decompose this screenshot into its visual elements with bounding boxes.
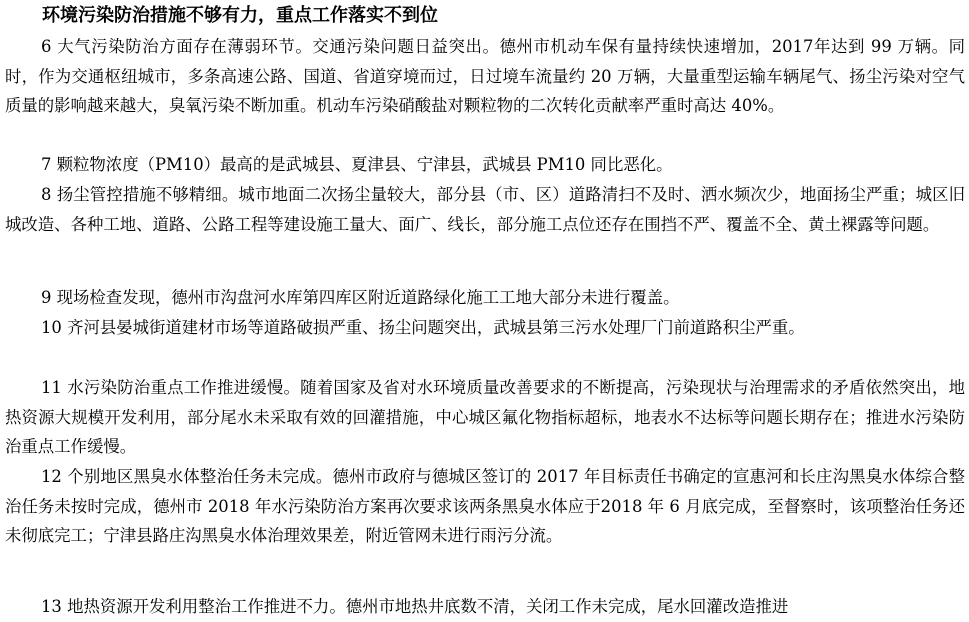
paragraph-12-black-odorous-water: 12 个别地区黑臭水体整治任务未完成。德州市政府与德城区签订的 2017 年目标责任书确定的宣惠河和长庄沟黑臭水体综合整治任务未按时完成，德州市 2018 年水污染防治方案再次要求该两条黑臭水体应于2018 年 6 月底完成，至督察时，该项整治任务还未彻底完工；宁津县路庄沟黑臭水体治理效果差，附近管网未进行雨污分流。: [5, 467, 965, 546]
paragraph-8-dust-control: 8 扬尘管控措施不够精细。城市地面二次扬尘量较大，部分县（市、区）道路清扫不及时、洒水频次少，地面扬尘严重；城区旧城改造、各种工地、道路、公路工程等建设施工量大、面广、线长，部分施工点位还存在围挡不严、覆盖不全、黄土裸露等问题。: [5, 185, 965, 234]
paragraph-7-pm10: 7 颗粒物浓度（PM10）最高的是武城县、夏津县、宁津县，武城县 PM10 同比恶化。: [41, 155, 673, 174]
paragraph-9-site-inspection: 9 现场检查发现，德州市沟盘河水库第四库区附近道路绿化施工工地大部分未进行覆盖。: [41, 288, 680, 307]
paragraph-6-air-pollution: 6 大气污染防治方面存在薄弱环节。交通污染问题日益突出。德州市机动车保有量持续快速增加，2017年达到 99 万辆。同时，作为交通枢纽城市，多条高速公路、国道、省道穿境而过，日过境车流量约 20 万辆，大量重型运输车辆尾气、扬尘污染对空气质量的影响越来越大，臭氧污染不断加重。机动车污染硝酸盐对颗粒物的二次转化贡献率严重时高达 40%。: [5, 37, 965, 116]
paragraph-10-road-damage: 10 齐河县晏城街道建材市场等道路破损严重、扬尘问题突出，武城县第三污水处理厂门前道路积尘严重。: [41, 318, 805, 337]
paragraph-13-geothermal: 13 地热资源开发利用整治工作推进不力。德州市地热井底数不清，关闭工作未完成，尾水回灌改造推进: [41, 597, 789, 616]
paragraph-11-water-pollution: 11 水污染防治重点工作推进缓慢。随着国家及省对水环境质量改善要求的不断提高，污染现状与治理需求的矛盾依然突出，地热资源大规模开发利用，部分尾水未采取有效的回灌措施，中心城区氟化物指标超标，地表水不达标等问题长期存在；推进水污染防治重点工作缓慢。: [5, 378, 965, 457]
section-heading: 环境污染防治措施不够有力，重点工作落实不到位: [42, 5, 438, 26]
